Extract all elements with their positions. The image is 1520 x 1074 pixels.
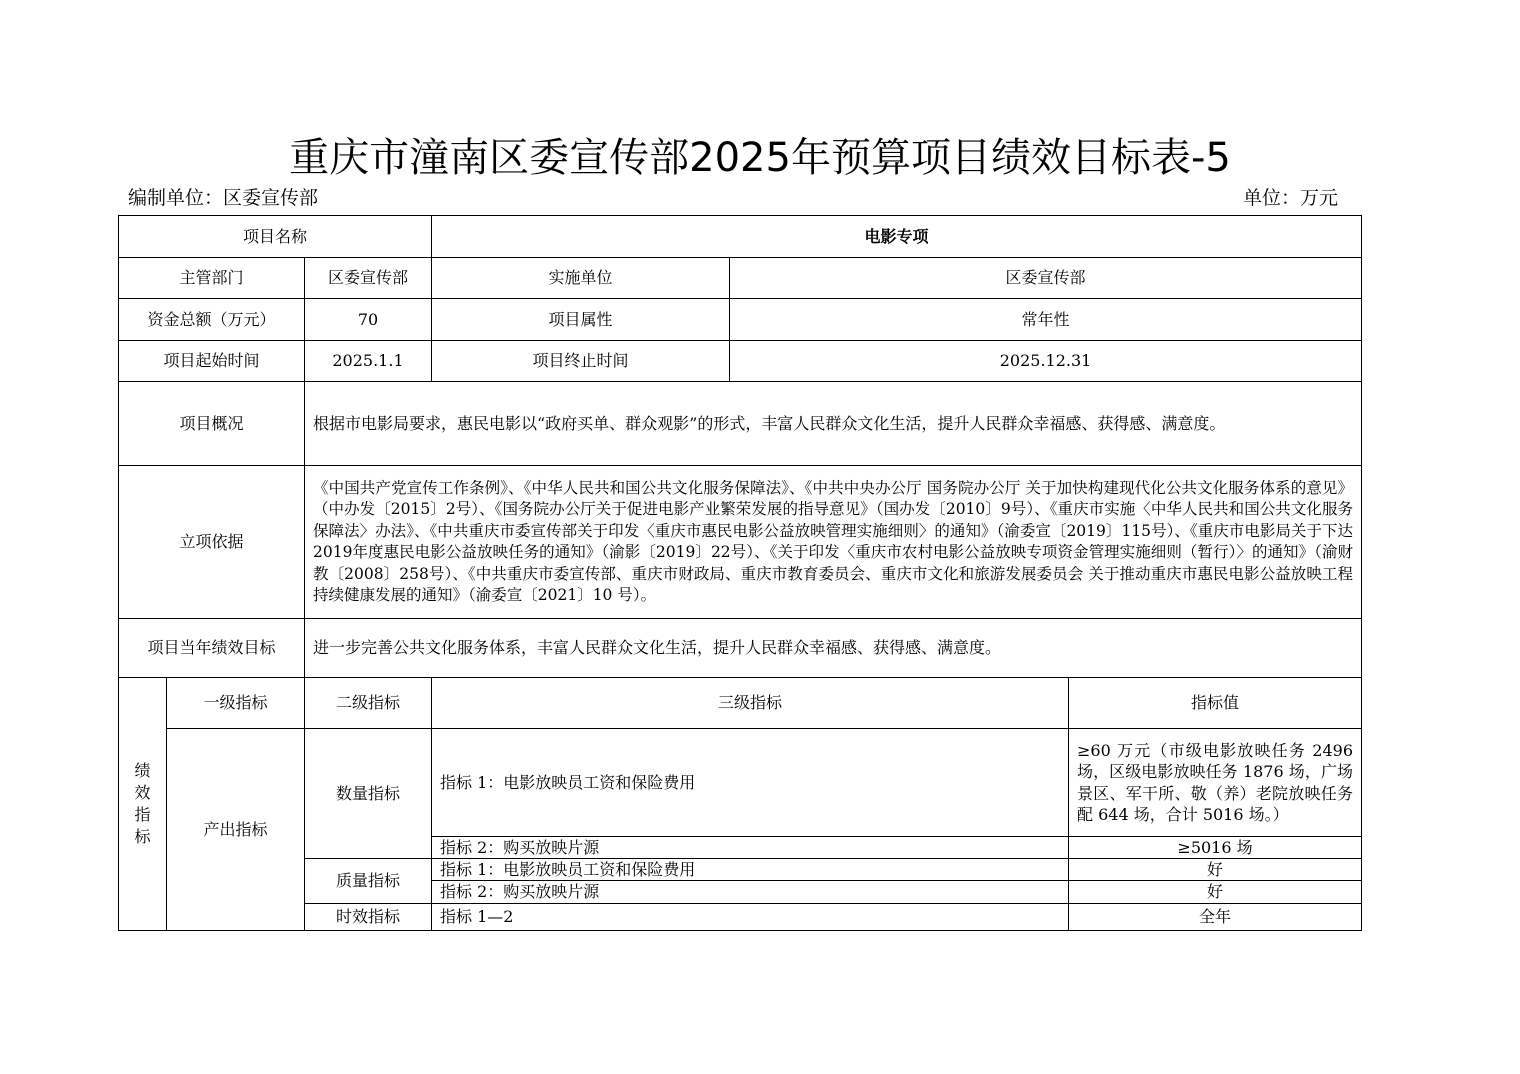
impl-label: 实施单位 (432, 258, 730, 299)
overview-label: 项目概况 (119, 382, 305, 466)
table-row-indicator-value: 全年 (1069, 904, 1362, 931)
table-row-indicator-value: 好 (1069, 859, 1362, 881)
col-value-header: 指标值 (1069, 678, 1362, 729)
table-row-indicator-name: 指标 1：电影放映员工资和保险费用 (432, 859, 1069, 881)
start-label: 项目起始时间 (119, 341, 305, 382)
fund-label: 资金总额（万元） (119, 299, 305, 341)
quantity-indicator-label: 数量指标 (305, 729, 432, 859)
attr-value: 常年性 (730, 299, 1362, 341)
output-indicator-label: 产出指标 (167, 729, 305, 931)
table-row-indicator-name: 指标 2：购买放映片源 (432, 881, 1069, 904)
timeliness-indicator-label: 时效指标 (305, 904, 432, 931)
goal-label: 项目当年绩效目标 (119, 619, 305, 678)
goal-value: 进一步完善公共文化服务体系，丰富人民群众文化生活，提升人民群众幸福感、获得感、满意度。 (305, 619, 1362, 678)
unit-label: 单位：万元 (1242, 187, 1338, 209)
fund-value: 70 (305, 299, 432, 341)
indicator-section-label (119, 678, 167, 931)
table-row-indicator-name: 指标 2：购买放映片源 (432, 837, 1069, 859)
table-row-indicator-name: 指标 1—2 (432, 904, 1069, 931)
table-row-indicator-value: 好 (1069, 881, 1362, 904)
basis-value: 《中国共产党宣传工作条例》、《中华人民共和国公共文化服务保障法》、《中共中央办公厅 国务院办公厅 关于加快构建现代化公共文化服务体系的意见》（中办发〔2015〕2号）、《国务院办公厅关于促进电影产业繁荣发展的指导意见》（国办发〔2010〕9号）、《重庆市实施〈中华人民共和国公共文化服务保障法〉办法》、《中共重庆市委宣传部关于印发〈重庆市惠民电影公益放映管理实施细则〉的通知》（渝委宣〔2019〕115号）、《重庆市电影局关于下达2019年度惠民电影公益放映任务的通知》（渝影〔2019〕22号）、《关于印发〈重庆市农村电影公益放映专项资金管理实施细则（暂行）〉的通知》（渝财教〔2008〕258号）、《中共重庆市委宣传部、重庆市财政局、重庆市教育委员会、重庆市文化和旅游发展委员会 关于推动重庆市惠民电影公益放映工程持续健康发展的通知》（渝委宣〔2021〕10 号）。 (305, 466, 1362, 619)
col-level1-header: 一级指标 (167, 678, 305, 729)
indicator-section-text: 绩 效 指 标 (134, 761, 151, 846)
project-name-label: 项目名称 (119, 216, 432, 258)
dept-value: 区委宣传部 (305, 258, 432, 299)
col-level3-header: 三级指标 (432, 678, 1069, 729)
col-level2-header: 二级指标 (305, 678, 432, 729)
project-name-value: 电影专项 (432, 216, 1362, 258)
quality-indicator-label: 质量指标 (305, 859, 432, 904)
impl-value: 区委宣传部 (730, 258, 1362, 299)
start-value: 2025.1.1 (305, 341, 432, 382)
table-row-indicator-name: 指标 1：电影放映员工资和保险费用 (432, 729, 1069, 837)
end-value: 2025.12.31 (730, 341, 1362, 382)
performance-table (118, 215, 1362, 931)
overview-value: 根据市电影局要求，惠民电影以“政府买单、群众观影”的形式，丰富人民群众文化生活，提升人民群众幸福感、获得感、满意度。 (305, 382, 1362, 466)
table-row-indicator-value: ≥5016 场 (1069, 837, 1362, 859)
table-row-indicator-value: ≥60 万元（市级电影放映任务 2496 场，区级电影放映任务 1876 场，广场景区、军干所、敬（养）老院放映任务配 644 场，合计 5016 场。） (1069, 729, 1362, 837)
attr-label: 项目属性 (432, 299, 730, 341)
basis-label: 立项依据 (119, 466, 305, 619)
compiler-label: 编制单位：区委宣传部 (128, 187, 319, 209)
end-label: 项目终止时间 (432, 341, 730, 382)
page-title: 重庆市潼南区委宣传部2025年预算项目绩效目标表-5 (289, 135, 1231, 181)
dept-label: 主管部门 (119, 258, 305, 299)
